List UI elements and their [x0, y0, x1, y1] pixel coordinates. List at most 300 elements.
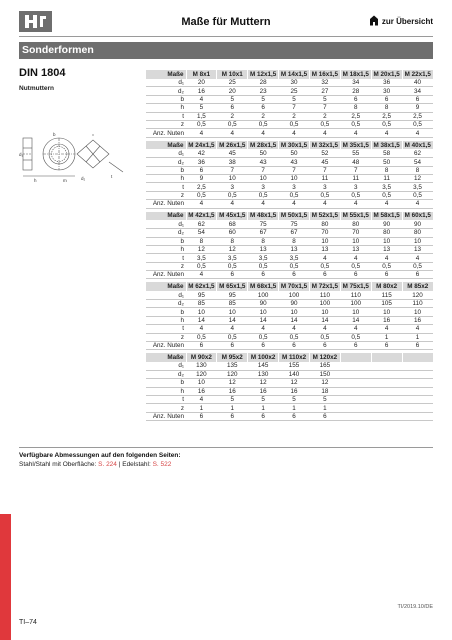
table-cell: 130: [248, 370, 279, 378]
table-cell: 4: [402, 254, 433, 262]
thread-size-header: M 60x1,5: [402, 212, 433, 221]
table-row: [146, 379, 433, 387]
table-cell: 7: [310, 166, 341, 174]
table-cell: 110: [340, 291, 371, 299]
table-cell: 5: [248, 395, 279, 403]
table-cell: 3,5: [371, 183, 402, 191]
row-label: d₁: [146, 149, 186, 157]
table-cell: 36: [371, 79, 402, 87]
row-label: b: [146, 95, 186, 103]
row-label: z: [146, 262, 186, 270]
table-cell: 75: [248, 220, 279, 228]
table-cell: 6: [310, 271, 341, 279]
table-cell: [371, 404, 402, 412]
table-cell: 4: [310, 129, 341, 137]
table-cell: 4: [340, 325, 371, 333]
table-cell: 4: [371, 254, 402, 262]
table-cell: 4: [248, 325, 279, 333]
table-row: [146, 262, 433, 270]
row-label: t: [146, 325, 186, 333]
table-cell: 6: [217, 341, 248, 349]
table-cell: 0,5: [186, 262, 217, 270]
table-cell: 0,5: [279, 191, 310, 199]
thread-size-header: M 100x2: [248, 353, 279, 362]
thread-size-header: M 110x2: [279, 353, 310, 362]
table-cell: 3: [340, 183, 371, 191]
table-cell: 10: [279, 308, 310, 316]
thread-size-header: M 85x2: [402, 282, 433, 291]
thread-size-header: M 80x2: [371, 282, 402, 291]
table-cell: 16: [186, 87, 217, 95]
svg-text:t: t: [111, 174, 113, 179]
table-row: [146, 308, 433, 316]
table-cell: 20: [186, 79, 217, 87]
table-cell: 6: [310, 412, 341, 420]
table-cell: 6: [248, 104, 279, 112]
table-cell: 2: [310, 112, 341, 120]
thread-size-header: M 38x1,5: [371, 141, 402, 150]
table-cell: [340, 370, 371, 378]
table-cell: 4: [279, 325, 310, 333]
table-cell: 30: [371, 87, 402, 95]
table-cell: 2,5: [186, 183, 217, 191]
availability-title: Verfügbare Abmessungen auf den folgenden Seiten:: [19, 452, 181, 459]
table-cell: 4: [402, 200, 433, 208]
row-label: z: [146, 191, 186, 199]
table-cell: 14: [248, 316, 279, 324]
row-label: d₂: [146, 370, 186, 378]
table-cell: 4: [340, 254, 371, 262]
table-cell: 4: [279, 200, 310, 208]
table-cell: [402, 387, 433, 395]
table-cell: 4: [217, 200, 248, 208]
thread-size-header: M 14x1,5: [279, 70, 310, 79]
table-cell: [340, 387, 371, 395]
table-cell: 80: [340, 220, 371, 228]
table-cell: 12: [402, 175, 433, 183]
table-cell: 6: [279, 341, 310, 349]
table-cell: 62: [402, 149, 433, 157]
table-cell: 14: [217, 316, 248, 324]
table-cell: 10: [186, 308, 217, 316]
availability-divider: [19, 447, 433, 448]
table-cell: [340, 412, 371, 420]
table-cell: 0,5: [248, 191, 279, 199]
table-cell: 6: [340, 95, 371, 103]
table-cell: 0,5: [217, 121, 248, 129]
table-cell: 12: [279, 379, 310, 387]
thread-size-header: M 52x1,5: [310, 212, 341, 221]
table-row: [146, 104, 433, 112]
table-cell: 5: [248, 95, 279, 103]
table-cell: 14: [310, 316, 341, 324]
thread-size-header: M 50x1,5: [279, 212, 310, 221]
table-cell: 3: [248, 183, 279, 191]
table-cell: 62: [186, 220, 217, 228]
table-cell: 0,5: [186, 121, 217, 129]
table-cell: 75: [279, 220, 310, 228]
table-cell: 110: [402, 299, 433, 307]
table-cell: 85: [217, 299, 248, 307]
thread-size-header: M 12x1,5: [248, 70, 279, 79]
table-cell: 4: [402, 129, 433, 137]
table-cell: [402, 404, 433, 412]
thread-size-header: M 28x1,5: [248, 141, 279, 150]
table-cell: 165: [310, 362, 341, 370]
table-cell: 67: [279, 229, 310, 237]
table-cell: 5: [310, 395, 341, 403]
table-header-row: [146, 282, 433, 291]
table-cell: 6: [279, 412, 310, 420]
row-label: z: [146, 121, 186, 129]
table-cell: 12: [248, 379, 279, 387]
table-cell: 10: [340, 237, 371, 245]
row-label: t: [146, 254, 186, 262]
table-cell: 8: [371, 166, 402, 174]
table-cell: 36: [186, 158, 217, 166]
table-cell: 6: [340, 271, 371, 279]
table-cell: 90: [279, 299, 310, 307]
dimension-table: [146, 212, 433, 280]
table-cell: 140: [279, 370, 310, 378]
row-label: t: [146, 183, 186, 191]
table-cell: 16: [371, 316, 402, 324]
table-cell: [371, 395, 402, 403]
table-cell: 4: [402, 325, 433, 333]
table-row: [146, 149, 433, 157]
table-cell: 100: [248, 291, 279, 299]
table-cell: 4: [340, 200, 371, 208]
table-cell: 8: [371, 104, 402, 112]
table-cell: 0,5: [248, 262, 279, 270]
table-cell: 100: [340, 299, 371, 307]
row-label: Anz. Nuten: [146, 341, 186, 349]
header-label: Maße: [146, 70, 186, 79]
svg-text:b: b: [53, 132, 56, 137]
table-cell: 110: [310, 291, 341, 299]
row-label: b: [146, 166, 186, 174]
thread-size-header: M 72x1,5: [310, 282, 341, 291]
table-cell: 11: [340, 175, 371, 183]
table-cell: 50: [248, 149, 279, 157]
thread-size-header: M 35x1,5: [340, 141, 371, 150]
thread-size-header: M 32x1,5: [310, 141, 341, 150]
table-cell: [340, 362, 371, 370]
table-cell: 54: [186, 229, 217, 237]
table-cell: 4: [217, 325, 248, 333]
table-cell: 2,5: [402, 112, 433, 120]
page-number: TI–74: [19, 619, 37, 626]
table-cell: 4: [279, 129, 310, 137]
table-cell: 0,5: [371, 121, 402, 129]
table-cell: 13: [371, 245, 402, 253]
table-cell: 105: [371, 299, 402, 307]
table-cell: 8: [402, 166, 433, 174]
table-cell: 14: [340, 316, 371, 324]
table-cell: [371, 412, 402, 420]
table-cell: 16: [248, 387, 279, 395]
table-cell: 2,5: [371, 112, 402, 120]
table-cell: 1: [279, 404, 310, 412]
table-cell: 12: [186, 245, 217, 253]
table-row: [146, 362, 433, 370]
row-label: d₂: [146, 299, 186, 307]
table-row: [146, 79, 433, 87]
thread-size-header: M 10x1: [217, 70, 248, 79]
table-cell: 4: [248, 129, 279, 137]
table-cell: 4: [186, 395, 217, 403]
table-cell: 95: [186, 291, 217, 299]
table-cell: 8: [186, 237, 217, 245]
table-cell: 0,5: [279, 121, 310, 129]
table-cell: 120: [217, 370, 248, 378]
thread-size-header: M 8x1: [186, 70, 217, 79]
table-cell: 1: [371, 333, 402, 341]
table-cell: 10: [279, 175, 310, 183]
table-cell: 20: [217, 87, 248, 95]
row-label: h: [146, 245, 186, 253]
table-row: [146, 183, 433, 191]
thread-size-header: M 120x2: [310, 353, 341, 362]
table-cell: 16: [217, 387, 248, 395]
table-cell: 4: [248, 200, 279, 208]
table-cell: 145: [248, 362, 279, 370]
table-cell: 120: [402, 291, 433, 299]
table-cell: 52: [310, 149, 341, 157]
table-cell: 0,5: [310, 333, 341, 341]
table-cell: 6: [217, 104, 248, 112]
table-row: [146, 404, 433, 412]
table-cell: 0,5: [402, 191, 433, 199]
table-cell: 6: [186, 166, 217, 174]
chapter-tab: [0, 514, 11, 640]
header-divider: [19, 36, 433, 37]
table-cell: 12: [217, 245, 248, 253]
table-cell: [402, 412, 433, 420]
table-cell: 6: [248, 412, 279, 420]
table-cell: 25: [279, 87, 310, 95]
dimension-table: [146, 141, 433, 209]
table-cell: 4: [340, 129, 371, 137]
dimension-table: [146, 70, 433, 138]
table-cell: 10: [371, 308, 402, 316]
table-cell: 7: [340, 166, 371, 174]
table-cell: 10: [217, 308, 248, 316]
table-row: [146, 220, 433, 228]
table-header-row: [146, 70, 433, 79]
table-cell: 8: [248, 237, 279, 245]
thread-size-header: M 30x1,5: [279, 141, 310, 150]
table-cell: 85: [186, 299, 217, 307]
table-cell: 4: [371, 200, 402, 208]
availability-line: [19, 461, 171, 468]
svg-text:d₂: d₂: [81, 176, 86, 181]
table-cell: 7: [248, 166, 279, 174]
table-row: [146, 291, 433, 299]
thread-size-header: M 65x1,5: [217, 282, 248, 291]
table-cell: 12: [217, 379, 248, 387]
thread-size-header: M 48x1,5: [248, 212, 279, 221]
table-cell: [371, 362, 402, 370]
table-cell: 6: [371, 341, 402, 349]
table-cell: 2,5: [340, 112, 371, 120]
table-cell: 4: [186, 129, 217, 137]
table-cell: 45: [217, 149, 248, 157]
table-cell: 16: [402, 316, 433, 324]
table-cell: 10: [248, 308, 279, 316]
table-cell: 70: [340, 229, 371, 237]
thread-size-header: M 95x2: [217, 353, 248, 362]
steel-page-link[interactable]: S. 224: [98, 461, 117, 468]
table-row: [146, 175, 433, 183]
table-cell: 100: [310, 299, 341, 307]
table-header-row: [146, 353, 433, 362]
row-label: h: [146, 387, 186, 395]
table-cell: 6: [340, 341, 371, 349]
overview-link[interactable]: [369, 15, 433, 26]
dimension-table: [146, 282, 433, 350]
thread-size-header: M 40x1,5: [402, 141, 433, 150]
table-cell: 5: [279, 95, 310, 103]
table-cell: 0,5: [340, 121, 371, 129]
thread-size-header: M 45x1,5: [217, 212, 248, 221]
table-cell: 2: [248, 112, 279, 120]
dimension-table: [146, 353, 433, 421]
row-label: Anz. Nuten: [146, 271, 186, 279]
table-row: [146, 166, 433, 174]
row-label: d₁: [146, 362, 186, 370]
table-cell: 4: [186, 325, 217, 333]
stainless-page-link[interactable]: S. 522: [152, 461, 172, 468]
thread-size-header: M 75x1,5: [340, 282, 371, 291]
thread-size-header: M 24x1,5: [186, 141, 217, 150]
table-cell: [340, 395, 371, 403]
table-cell: 0,5: [402, 262, 433, 270]
row-label: t: [146, 395, 186, 403]
table-cell: 55: [340, 149, 371, 157]
table-row: [146, 271, 433, 279]
row-label: Anz. Nuten: [146, 200, 186, 208]
table-row: [146, 387, 433, 395]
thread-size-header: M 26x1,5: [217, 141, 248, 150]
thread-size-header: M 68x1,5: [248, 282, 279, 291]
thread-size-header: M 42x1,5: [186, 212, 217, 221]
table-cell: 2: [279, 112, 310, 120]
table-row: [146, 325, 433, 333]
row-label: t: [146, 112, 186, 120]
table-cell: 90: [402, 220, 433, 228]
table-cell: 11: [371, 175, 402, 183]
table-cell: 150: [310, 370, 341, 378]
row-label: h: [146, 316, 186, 324]
table-cell: 4: [310, 200, 341, 208]
table-cell: 10: [186, 379, 217, 387]
table-cell: 25: [217, 79, 248, 87]
table-cell: 6: [310, 341, 341, 349]
table-cell: 13: [340, 245, 371, 253]
row-label: z: [146, 333, 186, 341]
table-row: [146, 95, 433, 103]
table-cell: 0,5: [340, 262, 371, 270]
table-cell: 48: [340, 158, 371, 166]
table-cell: 43: [279, 158, 310, 166]
table-cell: 43: [248, 158, 279, 166]
stainless-label: Edelstahl:: [122, 461, 153, 468]
table-row: [146, 129, 433, 137]
row-label: d₂: [146, 229, 186, 237]
table-cell: 38: [217, 158, 248, 166]
row-label: d₂: [146, 87, 186, 95]
thread-size-header: M 70x1,5: [279, 282, 310, 291]
table-cell: 5: [310, 95, 341, 103]
svg-text:m: m: [63, 178, 67, 183]
table-cell: 11: [310, 175, 341, 183]
table-cell: 14: [186, 316, 217, 324]
table-cell: 6: [248, 341, 279, 349]
document-reference: TI/2019.10/DE: [397, 604, 433, 610]
table-cell: 42: [186, 149, 217, 157]
page-title: Maße für Muttern: [181, 16, 271, 28]
table-cell: 10: [310, 308, 341, 316]
table-cell: 16: [279, 387, 310, 395]
row-label: d₁: [146, 220, 186, 228]
row-label: Anz. Nuten: [146, 412, 186, 420]
table-cell: 0,5: [310, 262, 341, 270]
row-label: d₂: [146, 158, 186, 166]
thread-size-header: [340, 353, 371, 362]
home-icon: [369, 15, 379, 26]
table-cell: [371, 379, 402, 387]
table-cell: 4: [371, 325, 402, 333]
thread-size-header: M 58x1,5: [371, 212, 402, 221]
thread-size-header: M 55x1,5: [340, 212, 371, 221]
table-cell: 10: [217, 175, 248, 183]
din-label: DIN 1804: [19, 67, 66, 79]
table-cell: 6: [402, 95, 433, 103]
table-cell: 0,5: [186, 333, 217, 341]
table-cell: 80: [310, 220, 341, 228]
table-cell: 58: [371, 149, 402, 157]
table-cell: 6: [248, 271, 279, 279]
dimension-tables: [146, 70, 433, 424]
table-cell: 0,5: [279, 333, 310, 341]
table-cell: 8: [217, 237, 248, 245]
table-cell: 5: [186, 104, 217, 112]
table-cell: 1,5: [186, 112, 217, 120]
table-cell: [402, 370, 433, 378]
table-cell: 18: [310, 387, 341, 395]
table-cell: 4: [310, 254, 341, 262]
table-cell: 120: [186, 370, 217, 378]
table-cell: 6: [279, 271, 310, 279]
table-cell: 0,5: [310, 191, 341, 199]
table-row: [146, 237, 433, 245]
table-row: [146, 112, 433, 120]
row-label: b: [146, 237, 186, 245]
table-cell: 27: [310, 87, 341, 95]
table-cell: 1: [310, 404, 341, 412]
table-cell: 0,5: [371, 191, 402, 199]
table-cell: 80: [402, 229, 433, 237]
table-cell: 5: [217, 395, 248, 403]
table-cell: 10: [402, 308, 433, 316]
table-cell: 0,5: [279, 262, 310, 270]
table-cell: 10: [248, 175, 279, 183]
table-cell: 10: [310, 237, 341, 245]
svg-text:h: h: [34, 178, 37, 183]
table-cell: 10: [340, 308, 371, 316]
row-label: b: [146, 308, 186, 316]
